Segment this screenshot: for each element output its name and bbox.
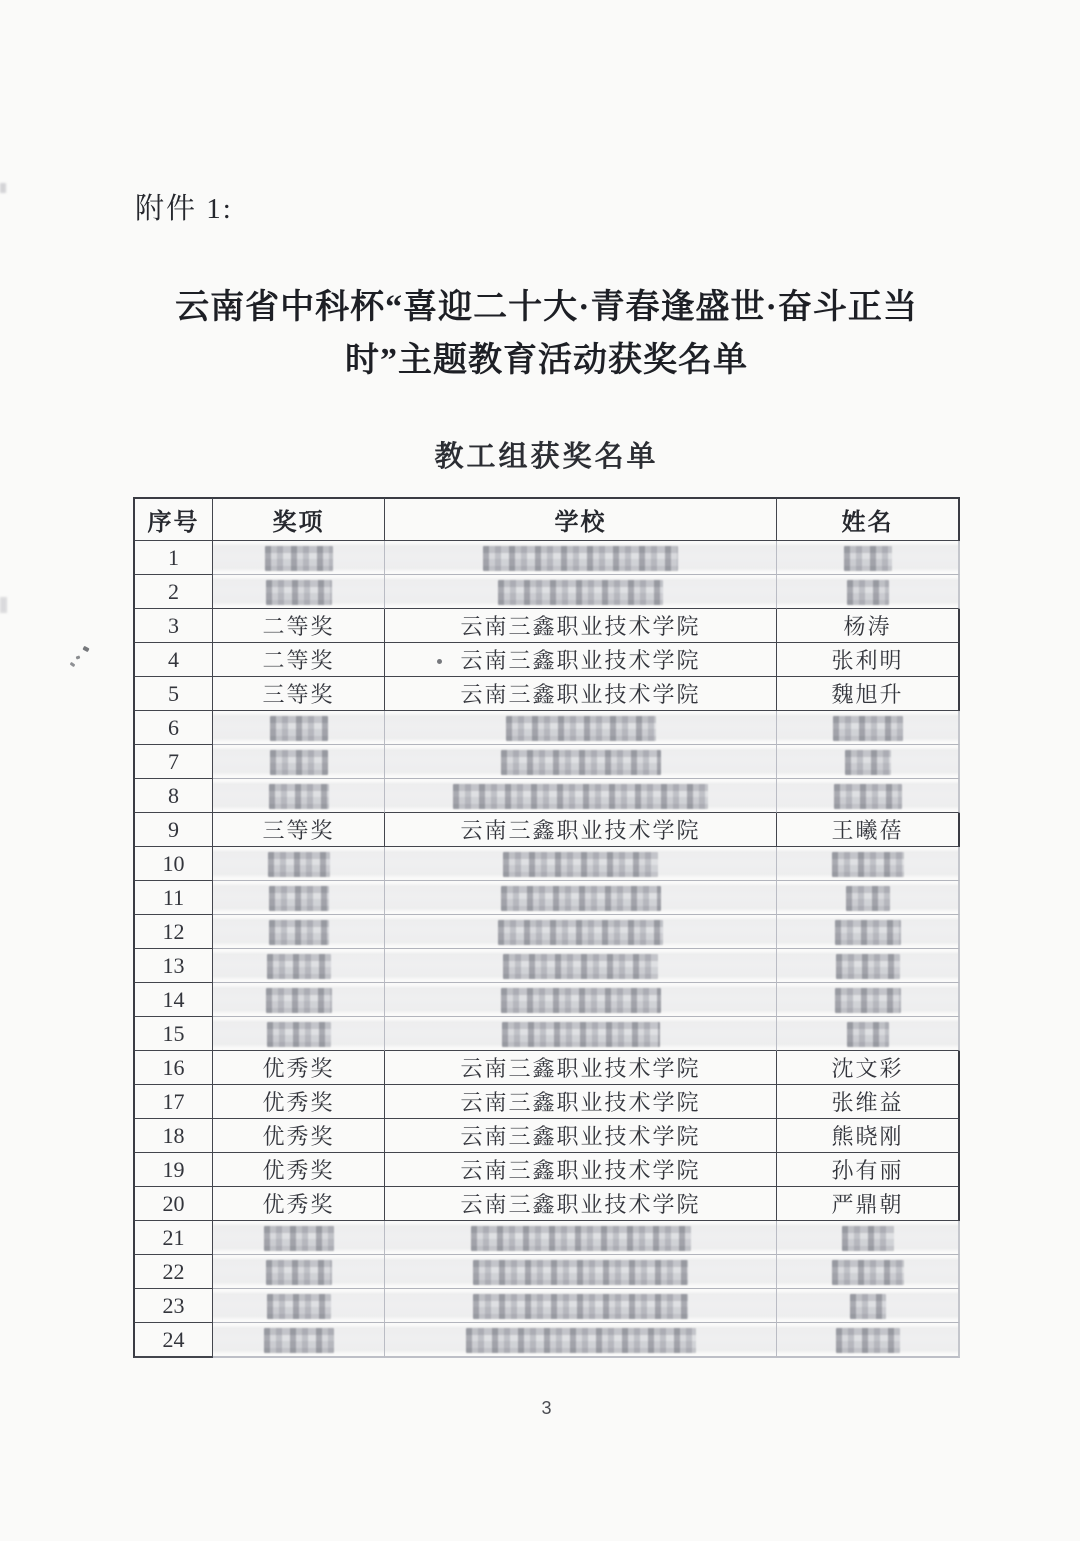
cell-school (385, 1255, 777, 1289)
attachment-label: 附件 1: (135, 193, 233, 225)
cell-name (777, 1323, 960, 1358)
redacted-content (503, 954, 658, 979)
table-row (133, 915, 960, 949)
cell-no: 3 (133, 609, 213, 643)
redacted-content (269, 886, 329, 911)
cell-school (385, 881, 777, 915)
cell-no: 13 (133, 949, 213, 983)
document-title-line1: 云南省中科杯“喜迎二十大·青春逢盛世·奋斗正当 (175, 289, 918, 326)
redacted-content (471, 1226, 691, 1251)
cell-name (777, 541, 960, 575)
cell-name: 严鼎朝 (777, 1187, 960, 1221)
cell-name: 魏旭升 (777, 677, 960, 711)
redacted-content (269, 920, 329, 945)
cell-school (385, 1323, 777, 1358)
document-title (133, 281, 960, 387)
redacted-content (502, 1022, 660, 1047)
cell-name: 孙有丽 (777, 1153, 960, 1187)
redacted-content (498, 920, 663, 945)
cell-name (777, 881, 960, 915)
redacted-content (846, 886, 890, 911)
cell-no: 23 (133, 1289, 213, 1323)
cell-school (385, 983, 777, 1017)
table-row (133, 677, 960, 711)
cell-school (385, 915, 777, 949)
cell-award (213, 779, 385, 813)
cell-award: 二等奖 (213, 643, 385, 677)
cell-no: 17 (133, 1085, 213, 1119)
cell-name (777, 779, 960, 813)
redacted-content (835, 988, 901, 1013)
cell-school (385, 711, 777, 745)
cell-school (385, 949, 777, 983)
award-table (133, 497, 960, 1358)
cell-school (385, 745, 777, 779)
redacted-content (270, 750, 328, 775)
column-header-school: 学校 (385, 497, 777, 541)
cell-no: 12 (133, 915, 213, 949)
scan-artifact (0, 183, 6, 193)
redacted-content (503, 852, 658, 877)
cell-award: 优秀奖 (213, 1051, 385, 1085)
cell-school: 云南三鑫职业技术学院 (385, 1085, 777, 1119)
cell-award: 优秀奖 (213, 1153, 385, 1187)
cell-no: 24 (133, 1323, 213, 1358)
redacted-content (847, 580, 889, 605)
cell-school (385, 541, 777, 575)
table-row (133, 541, 960, 575)
cell-name (777, 1017, 960, 1051)
table-row (133, 1085, 960, 1119)
cell-no: 11 (133, 881, 213, 915)
cell-no: 5 (133, 677, 213, 711)
cell-no: 2 (133, 575, 213, 609)
table-row (133, 983, 960, 1017)
cell-name (777, 949, 960, 983)
cell-no: 18 (133, 1119, 213, 1153)
cell-school: 云南三鑫职业技术学院 (385, 1051, 777, 1085)
scan-artifact (70, 662, 76, 667)
redacted-content (836, 1328, 900, 1353)
table-row (133, 745, 960, 779)
cell-no: 10 (133, 847, 213, 881)
cell-no: 14 (133, 983, 213, 1017)
cell-name: 熊晓刚 (777, 1119, 960, 1153)
cell-award: 二等奖 (213, 609, 385, 643)
cell-no: 6 (133, 711, 213, 745)
redacted-content (832, 852, 904, 877)
redacted-content (501, 886, 661, 911)
cell-school (385, 1017, 777, 1051)
redacted-content (844, 546, 892, 571)
cell-no: 16 (133, 1051, 213, 1085)
cell-no: 19 (133, 1153, 213, 1187)
redacted-content (483, 546, 678, 571)
redacted-content (834, 784, 902, 809)
redacted-content (453, 784, 708, 809)
cell-name (777, 745, 960, 779)
cell-no: 15 (133, 1017, 213, 1051)
redacted-content (265, 546, 333, 571)
table-row (133, 1323, 960, 1358)
cell-school: 云南三鑫职业技术学院 (385, 643, 777, 677)
cell-award (213, 1323, 385, 1358)
cell-award (213, 745, 385, 779)
cell-name (777, 575, 960, 609)
table-row (133, 1289, 960, 1323)
section-title: 教工组获奖名单 (434, 441, 659, 473)
redacted-content (832, 1260, 904, 1285)
table-row (133, 711, 960, 745)
cell-award (213, 1255, 385, 1289)
redacted-content (835, 920, 901, 945)
cell-no: 22 (133, 1255, 213, 1289)
cell-award (213, 847, 385, 881)
cell-no: 20 (133, 1187, 213, 1221)
redacted-content (473, 1260, 688, 1285)
cell-school (385, 847, 777, 881)
cell-no: 9 (133, 813, 213, 847)
cell-school (385, 1221, 777, 1255)
redacted-content (266, 988, 332, 1013)
cell-no: 4 (133, 643, 213, 677)
table-row (133, 1119, 960, 1153)
cell-school: 云南三鑫职业技术学院 (385, 1187, 777, 1221)
cell-award: 优秀奖 (213, 1187, 385, 1221)
cell-name: 张利明 (777, 643, 960, 677)
redacted-content (833, 716, 903, 741)
cell-award: 优秀奖 (213, 1085, 385, 1119)
document-title-line2: 时”主题教育活动获奖名单 (345, 342, 748, 379)
cell-name (777, 983, 960, 1017)
table-row (133, 779, 960, 813)
redacted-content (845, 750, 891, 775)
cell-name (777, 1255, 960, 1289)
redacted-content (264, 1328, 334, 1353)
redacted-content (850, 1294, 886, 1319)
redacted-content (473, 1294, 688, 1319)
redacted-content (268, 852, 330, 877)
cell-school (385, 779, 777, 813)
redacted-content (842, 1226, 894, 1251)
redacted-content (506, 716, 656, 741)
cell-school: 云南三鑫职业技术学院 (385, 677, 777, 711)
cell-school: 云南三鑫职业技术学院 (385, 1153, 777, 1187)
scan-artifact (0, 597, 7, 613)
cell-name: 沈文彩 (777, 1051, 960, 1085)
table-header-row (133, 497, 960, 541)
cell-award (213, 541, 385, 575)
scan-artifact (82, 646, 89, 652)
redacted-content (501, 988, 661, 1013)
cell-school: 云南三鑫职业技术学院 (385, 1119, 777, 1153)
cell-award: 三等奖 (213, 813, 385, 847)
cell-no: 21 (133, 1221, 213, 1255)
cell-name (777, 1289, 960, 1323)
table-row (133, 1221, 960, 1255)
cell-name (777, 847, 960, 881)
cell-school: 云南三鑫职业技术学院 (385, 609, 777, 643)
cell-name: 王曦蓓 (777, 813, 960, 847)
cell-award (213, 575, 385, 609)
redacted-content (267, 1022, 331, 1047)
column-header-name: 姓名 (777, 497, 960, 541)
cell-name (777, 711, 960, 745)
redacted-content (466, 1328, 696, 1353)
table-row (133, 1187, 960, 1221)
table-row (133, 881, 960, 915)
cell-no: 8 (133, 779, 213, 813)
cell-award (213, 1289, 385, 1323)
redacted-content (847, 1022, 889, 1047)
redacted-content (269, 784, 329, 809)
cell-award (213, 949, 385, 983)
cell-award: 三等奖 (213, 677, 385, 711)
redacted-content (498, 580, 663, 605)
cell-school (385, 1289, 777, 1323)
redacted-content (270, 716, 328, 741)
redacted-content (267, 954, 331, 979)
table-row (133, 575, 960, 609)
redacted-content (501, 750, 661, 775)
cell-name: 杨涛 (777, 609, 960, 643)
cell-award: 优秀奖 (213, 1119, 385, 1153)
cell-name: 张维益 (777, 1085, 960, 1119)
table-row (133, 949, 960, 983)
table-row (133, 847, 960, 881)
redacted-content (267, 1294, 331, 1319)
table-row (133, 1017, 960, 1051)
table-row (133, 1255, 960, 1289)
cell-no: 7 (133, 745, 213, 779)
cell-name (777, 1221, 960, 1255)
redacted-content (264, 1226, 334, 1251)
table-row (133, 1153, 960, 1187)
cell-no: 1 (133, 541, 213, 575)
table-row (133, 643, 960, 677)
cell-award (213, 1221, 385, 1255)
table-row (133, 1051, 960, 1085)
cell-school: 云南三鑫职业技术学院 (385, 813, 777, 847)
redacted-content (266, 580, 332, 605)
cell-name (777, 915, 960, 949)
column-header-no: 序号 (133, 497, 213, 541)
cell-award (213, 881, 385, 915)
column-header-award: 奖项 (213, 497, 385, 541)
cell-award (213, 1017, 385, 1051)
cell-award (213, 915, 385, 949)
redacted-content (266, 1260, 332, 1285)
table-row (133, 813, 960, 847)
cell-award (213, 711, 385, 745)
table-body (133, 541, 960, 1358)
table-row (133, 609, 960, 643)
page-number: 3 (541, 1398, 552, 1418)
redacted-content (836, 954, 900, 979)
cell-award (213, 983, 385, 1017)
scan-artifact (76, 655, 81, 659)
cell-school (385, 575, 777, 609)
